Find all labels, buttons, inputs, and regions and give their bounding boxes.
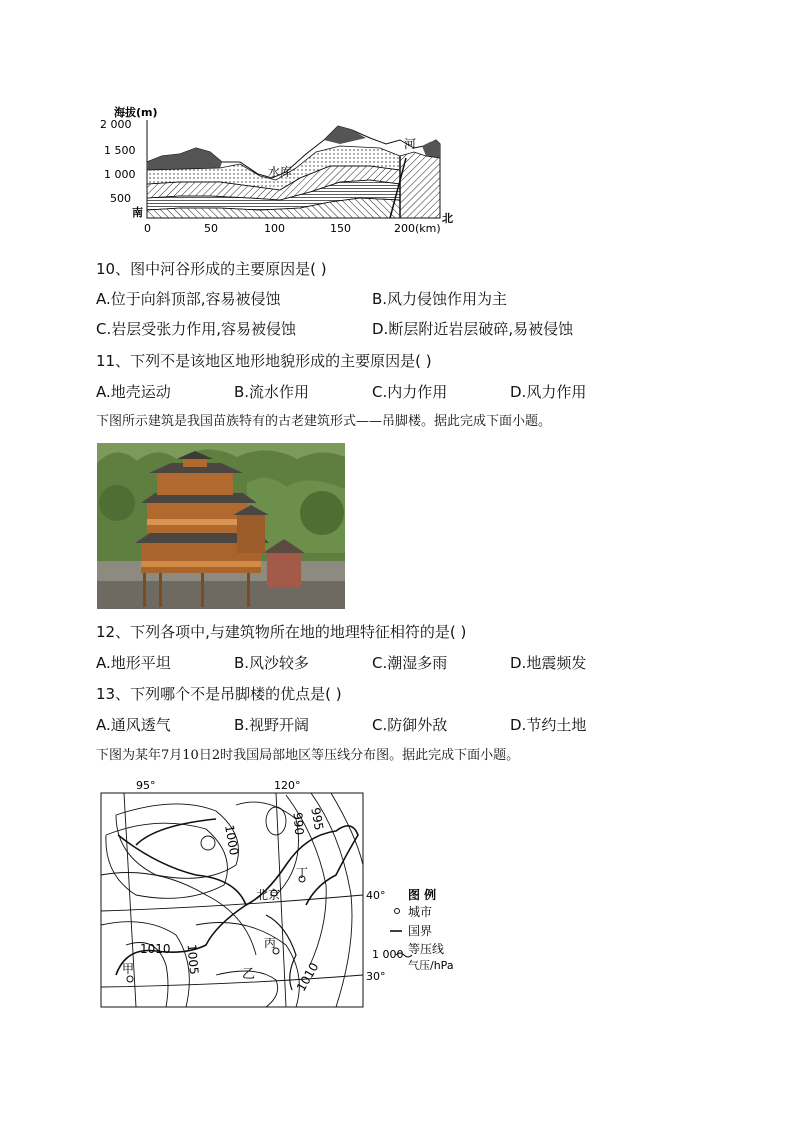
place-label: 乙 (242, 967, 256, 982)
profile-north-label: 北 (442, 212, 453, 225)
map-lat-label: 30° (366, 970, 386, 983)
profile-south-label: 南 (132, 206, 143, 219)
geologic-profile-diagram (100, 100, 460, 240)
question-12-option-a: A.地形平坦 (96, 654, 171, 672)
legend-border: 国界 (408, 924, 433, 938)
question-11: 11、下列不是该地区地形地貌形成的主要原因是( ) (96, 352, 432, 370)
legend-title: 图 例 (408, 888, 437, 902)
question-11-option-a: A.地壳运动 (96, 383, 171, 401)
isobar-label: 1010 (140, 942, 171, 956)
question-10-option-c: C.岩层受张力作用,容易被侵蚀 (96, 320, 297, 338)
legend-city: 城市 (408, 905, 433, 919)
place-label: 甲 (122, 962, 135, 976)
stilt-house-photo (97, 443, 345, 609)
question-10-option-a: A.位于向斜顶部,容易被侵蚀 (96, 290, 281, 308)
question-10-option-d: D.断层附近岩层破碎,易被侵蚀 (372, 320, 574, 338)
question-13-option-c: C.防御外敌 (372, 716, 448, 734)
intro-isobar-map: 下图为某年7月10日2时我国局部地区等压线分布图。据此完成下面小题。 (96, 748, 520, 763)
question-11-option-b: B.流水作用 (234, 383, 310, 401)
profile-xtick: 50 (204, 222, 218, 235)
isobar-label: 1010 (294, 960, 322, 994)
isobar-map (96, 775, 516, 1015)
intro-diaojiaolou: 下图所示建筑是我国苗族特有的古老建筑形式——吊脚楼。据此完成下面小题。 (96, 414, 552, 429)
question-11-option-d: D.风力作用 (510, 383, 587, 401)
profile-ylabel: 海拔(m) (114, 106, 158, 119)
place-label: 北京 (256, 888, 281, 902)
place-label: 丁 (296, 866, 309, 880)
question-11-option-c: C.内力作用 (372, 383, 448, 401)
isobar-label: 1000 (222, 823, 242, 857)
question-10: 10、图中河谷形成的主要原因是( ) (96, 260, 327, 278)
isobar-label: 1005 (184, 943, 202, 976)
map-lon-label: 120° (274, 779, 301, 792)
question-12-option-c: C.潮湿多雨 (372, 654, 448, 672)
profile-ytick: 500 (110, 192, 131, 205)
question-13-option-d: D.节约土地 (510, 716, 587, 734)
map-lon-label: 95° (136, 779, 156, 792)
question-12: 12、下列各项中,与建筑物所在地的地理特征相符的是( ) (96, 623, 467, 641)
profile-xtick: 100 (264, 222, 285, 235)
question-13: 13、下列哪个不是吊脚楼的优点是( ) (96, 685, 342, 703)
question-10-option-b: B.风力侵蚀作用为主 (372, 290, 508, 308)
legend-isobar: 等压线 (408, 942, 445, 956)
question-13-option-a: A.通风透气 (96, 716, 171, 734)
question-12-option-b: B.风沙较多 (234, 654, 310, 672)
question-12-option-d: D.地震频发 (510, 654, 587, 672)
profile-xtick: 0 (144, 222, 151, 235)
isobar-label: 990 (290, 811, 307, 836)
legend-isobar-value: 1 000 (372, 948, 404, 961)
profile-xtick: 150 (330, 222, 351, 235)
profile-river-label: 河 (404, 137, 417, 151)
legend-unit: 气压/hPa (408, 959, 454, 972)
place-label: 丙 (264, 936, 277, 950)
profile-ytick: 1 000 (104, 168, 136, 181)
profile-reservoir-label: 水库 (268, 165, 293, 179)
map-lat-label: 40° (366, 889, 386, 902)
profile-ytick: 2 000 (100, 118, 132, 131)
isobar-label: 995 (308, 806, 327, 832)
profile-xtick: 200(km) (394, 222, 441, 235)
question-13-option-b: B.视野开阔 (234, 716, 310, 734)
profile-ytick: 1 500 (104, 144, 136, 157)
